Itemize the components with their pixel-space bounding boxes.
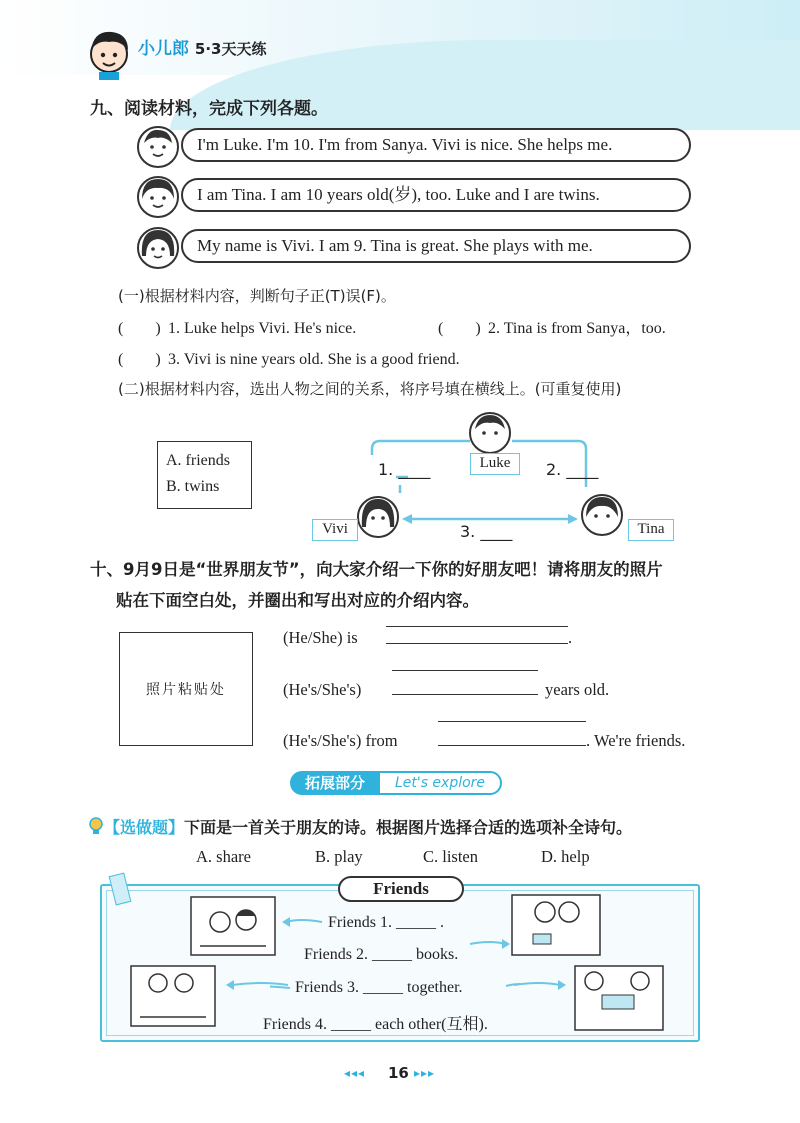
vivi-name-tag: Vivi bbox=[312, 519, 358, 541]
poem-line-2: Friends 2. _____ books. bbox=[304, 946, 459, 963]
kids-helping-picture bbox=[574, 965, 664, 1031]
poem-arrows bbox=[270, 900, 520, 1010]
page-number: 16 bbox=[388, 1064, 409, 1082]
tina-avatar-icon bbox=[136, 175, 180, 219]
tf-item-2-text: 2. Tina is from Sanya，too. bbox=[488, 320, 666, 337]
intro-line-1-blank[interactable] bbox=[386, 643, 568, 644]
tina-bubble: I am Tina. I am 10 years old(岁), too. Luke and I are twins. bbox=[181, 178, 691, 212]
photo-paste-area[interactable] bbox=[119, 632, 253, 746]
luke-avatar-icon bbox=[136, 125, 180, 169]
intro-line-1-prefix: (He/She) is bbox=[283, 628, 358, 647]
part1-instruction: (一)根据材料内容，判断句子正(T)误(F)。 bbox=[118, 287, 396, 305]
kids-playing-picture bbox=[130, 965, 216, 1027]
intro-line-2-suffix: years old. bbox=[545, 680, 610, 699]
luke-bubble: I'm Luke. I'm 10. I'm from Sanya. Vivi is nice. She helps me. bbox=[181, 128, 691, 162]
poem-title: Friends bbox=[338, 876, 464, 902]
vivi-bubble: My name is Vivi. I am 9. Tina is great. She plays with me. bbox=[181, 229, 691, 263]
kids-sharing-books-picture bbox=[511, 894, 601, 956]
intro-line-3-blank[interactable] bbox=[438, 745, 586, 746]
answer-paren-1[interactable]: ( ) bbox=[118, 320, 161, 337]
tf-item-1 bbox=[118, 315, 356, 338]
footer-arrows-left: ◂◂◂ bbox=[344, 1066, 366, 1080]
blank-2[interactable]: 2. ____ bbox=[546, 460, 599, 479]
poem-line-4: Friends 4. _____ each other(互相). bbox=[263, 1016, 488, 1033]
poem-line-3: Friends 3. _____ together. bbox=[295, 979, 463, 996]
boy-mascot-icon bbox=[82, 24, 136, 80]
explore-instruction-line bbox=[104, 815, 632, 838]
brand-logo bbox=[138, 34, 267, 59]
tf-item-1-text: 1. Luke helps Vivi. He's nice. bbox=[168, 320, 357, 337]
blank-3[interactable]: 3. ____ bbox=[460, 522, 513, 541]
intro-line-1-suffix: . bbox=[568, 628, 573, 647]
explore-banner-en: Let's explore bbox=[378, 771, 502, 795]
arrow-to-playing-picture bbox=[222, 975, 292, 995]
intro-line-3-prefix: (He's/She's) from bbox=[283, 731, 398, 750]
intro-line-2-upper bbox=[392, 670, 538, 671]
intro-line-2-blank[interactable] bbox=[392, 694, 538, 695]
intro-line-1-upper bbox=[386, 626, 568, 627]
tf-item-2 bbox=[438, 315, 666, 338]
relation-options-box bbox=[157, 441, 252, 509]
photo-label: 照片粘贴处 bbox=[146, 682, 226, 698]
intro-line-3-suffix: . We're friends. bbox=[586, 731, 686, 750]
optional-tag: 【选做题】 bbox=[104, 818, 185, 837]
tf-item-3 bbox=[118, 346, 460, 369]
arrow-luke-vivi-top bbox=[372, 441, 470, 455]
kids-listening-picture bbox=[190, 896, 276, 956]
option-twins: B. twins bbox=[166, 478, 220, 495]
tina-name-tag: Tina bbox=[628, 519, 674, 541]
footer-arrows-right: ▸▸▸ bbox=[414, 1066, 436, 1080]
part2-instruction: (二)根据材料内容，选出人物之间的关系，将序号填在横线上。(可重复使用) bbox=[118, 380, 622, 398]
series-name: 5·3天天练 bbox=[194, 40, 267, 58]
poem-line-1: Friends 1. _____ . bbox=[328, 914, 444, 931]
brand-name: 小儿郎 bbox=[138, 39, 189, 59]
tf-item-3-text: 3. Vivi is nine years old. She is a good friend. bbox=[168, 351, 460, 368]
answer-paren-3[interactable]: ( ) bbox=[118, 351, 161, 368]
arrowhead-left bbox=[402, 514, 412, 524]
section10-title-line1: 十、9月9日是“世界朋友节”，向大家介绍一下你的好朋友吧！请将朋友的照片 bbox=[90, 560, 663, 579]
poem-option-d: D. help bbox=[541, 847, 590, 866]
lightbulb-icon bbox=[86, 815, 106, 837]
intro-line-3-upper bbox=[438, 721, 586, 722]
explore-instruction: 下面是一首关于朋友的诗。根据图片选择合适的选项补全诗句。 bbox=[184, 818, 633, 837]
section9-title: 九、阅读材料，完成下列各题。 bbox=[90, 99, 328, 119]
arrow-to-helping-picture bbox=[510, 975, 570, 995]
option-friends: A. friends bbox=[166, 452, 230, 469]
arrowhead-right bbox=[568, 514, 578, 524]
poem-option-c: C. listen bbox=[423, 847, 479, 866]
poem-option-b: B. play bbox=[315, 847, 363, 866]
explore-banner-cn: 拓展部分 bbox=[290, 771, 380, 795]
answer-paren-2[interactable]: ( ) bbox=[438, 320, 481, 337]
poem-option-a: A. share bbox=[196, 847, 251, 866]
intro-line-2-prefix: (He's/She's) bbox=[283, 680, 362, 699]
vivi-avatar-icon bbox=[136, 226, 180, 270]
section10-title-line2: 贴在下面空白处，并圈出和写出对应的介绍内容。 bbox=[116, 591, 479, 610]
explore-banner bbox=[290, 771, 502, 795]
luke-name-tag: Luke bbox=[470, 453, 520, 475]
arrow-vivi-up bbox=[396, 477, 408, 493]
blank-1[interactable]: 1. ____ bbox=[378, 460, 431, 479]
